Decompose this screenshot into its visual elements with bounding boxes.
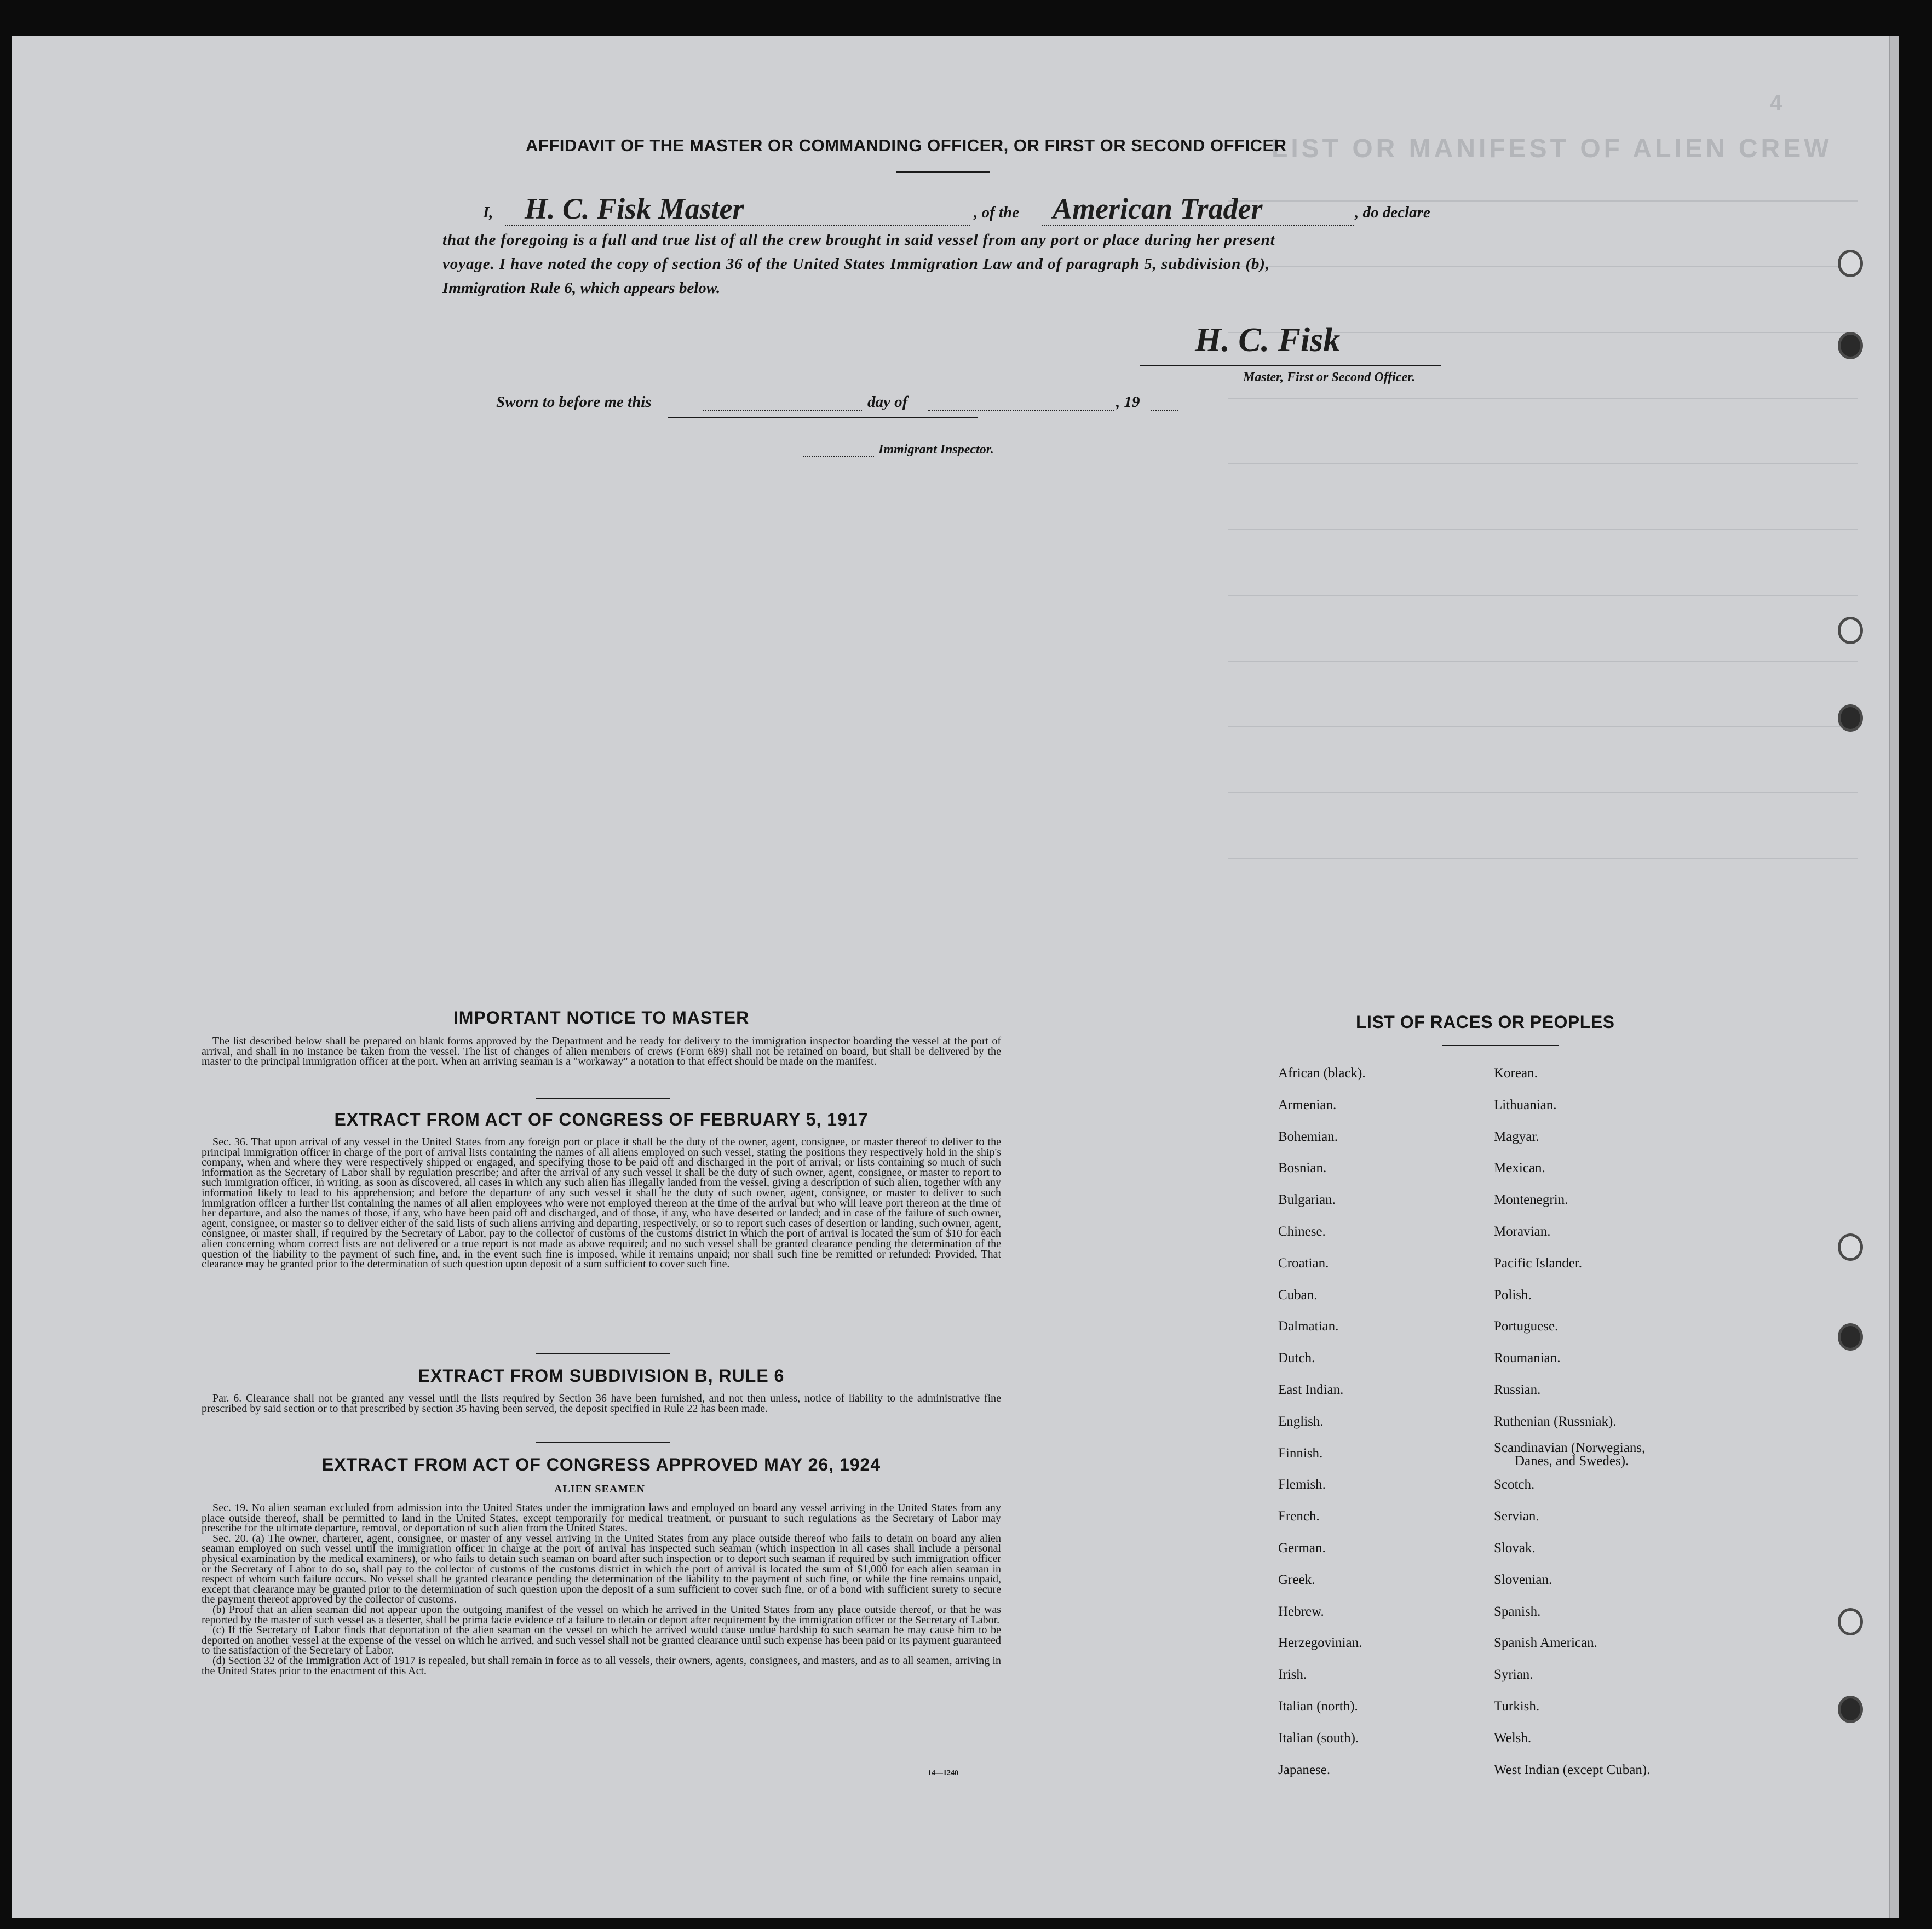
races-title-rule xyxy=(1442,1045,1559,1046)
race-item: Slovenian. xyxy=(1494,1572,1553,1587)
race-item: English. xyxy=(1278,1414,1324,1429)
race-item: Dalmatian. xyxy=(1278,1319,1339,1334)
race-item: Armenian. xyxy=(1278,1097,1337,1112)
race-item: Servian. xyxy=(1494,1509,1539,1524)
document-page xyxy=(12,36,1899,1918)
year-prefix: , 19 xyxy=(1116,393,1140,411)
master-name-handwritten: H. C. Fisk Master xyxy=(525,192,744,225)
affidavit-line-2: that the foregoing is a full and true list of all the crew brought in said vessel from any port or place during her present xyxy=(442,231,1275,249)
inspector-signature-line xyxy=(668,417,978,418)
master-signature: H. C. Fisk xyxy=(1195,322,1341,359)
of-the-label: , of the xyxy=(974,204,1019,221)
race-item: Moravian. xyxy=(1494,1224,1551,1239)
extract-1917-body xyxy=(202,1137,1001,1270)
race-item: Turkish. xyxy=(1494,1699,1540,1714)
race-item: Magyar. xyxy=(1494,1129,1539,1144)
bleedthrough-line xyxy=(1228,529,1858,530)
race-item: Irish. xyxy=(1278,1667,1307,1683)
race-item: Hebrew. xyxy=(1278,1604,1324,1619)
binder-hole xyxy=(1838,250,1863,277)
inspector-label: Immigrant Inspector. xyxy=(878,443,994,457)
race-item: Lithuanian. xyxy=(1494,1097,1557,1112)
bleedthrough-line xyxy=(1228,398,1858,399)
signature-caption: Master, First or Second Officer. xyxy=(1243,370,1416,384)
i-label: I, xyxy=(483,204,493,221)
bleedthrough-line xyxy=(1228,661,1858,662)
form-number: 14—1240 xyxy=(928,1769,958,1777)
extract-rule6-title: EXTRACT FROM SUBDIVISION B, RULE 6 xyxy=(418,1366,785,1386)
affidavit-line-4: Immigration Rule 6, which appears below. xyxy=(442,279,721,297)
extract-1924-paragraph: Sec. 20. (a) The owner, charterer, agent, consignee, or master of any vessel arriving in the United States from any place outside thereof who fails to detain on board any alien seaman employed on such vessel until the immigration officer in charge at the port of arrival has inspected such seaman (which inspection in all cases shall include a personal physical examination by the medical examiners), or who fails to detain such seaman on board after such inspection or to deport such seaman if required by such immigration officer or the Secretary of Labor to do so, shall pay to the collector of customs of the customs district in which the port of arrival is located the sum of $1,000 for each alien seaman in respect of whom such failure occurs. No vessel shall be granted clearance pending the determination of the liability to the payment of such fine, or while the fine remains unpaid, except that clearance may be granted prior to the determination of such question upon the deposit of a sum sufficient to cover such fine, or of a bond with sufficient surety to secure the payment thereof approved by the collector of customs. xyxy=(202,1532,1001,1606)
bleedthrough-line xyxy=(1228,266,1858,267)
race-item: Korean. xyxy=(1494,1066,1538,1081)
race-item: Italian (north). xyxy=(1278,1699,1358,1714)
binder-hole xyxy=(1838,1696,1863,1723)
affidavit-title-rule xyxy=(896,171,990,173)
bleedthrough-line xyxy=(1228,463,1858,464)
race-item-continuation: Danes, and Swedes). xyxy=(1515,1453,1629,1468)
extract-1924-paragraph: (d) Section 32 of the Immigration Act of 1917 is repealed, but shall remain in force as to all vessels, their owners, agents, consignees, and masters, and as to all seamen, arriving in the United States prior to the enactment of this Act. xyxy=(202,1654,1001,1677)
extract-1917-paragraph: Sec. 36. That upon arrival of any vessel in the United States from any foreign port or place it shall be the duty of the owner, agent, consignee, or master thereof to deliver to the principal immigration officer in charge of the port of arrival lists containing the names of all aliens employed on such vessel, stating the positions they respectively hold in the ship's company, when and where they were respectively shipped or engaged, and specifying those to be paid off and discharged in the port of arrival; or lists containing so much of such information as the Secretary of Labor shall by regulation prescribe; and after the arrival of any such vessel it shall be the duty of such owner, agent, consignee, or master to report to such immigration officer, in writing, as soon as discovered, all cases in which any such alien has illegally landed from the vessel, giving a description of such alien, together with any information likely to lead to his apprehension; and before the departure of any such vessel it shall be the duty of such owner, agent, consignee, or master to deliver to such immigration officer a further list containing the names of all alien employees who were not employed thereon at the time of the arrival but who will leave port thereon at the time of her departure, and also the names of those, if any, who have been paid off and discharged, and of those, if any, who have deserted or landed; and in case of the failure of such owner, agent, consignee, or master so to deliver either of the said lists of such aliens arriving and departing, respectively, or so to report such cases of desertion or landing, such owner, agent, consignee, or master shall, if required by the Secretary of Labor, pay to the collector of customs of the customs district in which the port of arrival is located the sum of $10 for each alien concerning whom correct lists are not delivered or a true report is not made as above required; and no such vessel shall be granted clearance pending the determination of the question of the liability to the payment of such fine, and, in the event such fine is imposed, while it remains unpaid; nor shall such fine be remitted or refunded: Provided, That clearance may be granted prior to the determination of such question upon deposit of a sum sufficient to cover such fine. xyxy=(202,1136,1001,1271)
race-item: Finnish. xyxy=(1278,1445,1323,1461)
race-item: Flemish. xyxy=(1278,1477,1326,1492)
extract-1924-paragraph: (b) Proof that an alien seaman did not appear upon the outgoing manifest of the vessel on which he arrived in the United States from any place outside thereof, or that he was reported by the master of such vessel as a deserter, shall be prima facie evidence of a failure to detain or deport after requirement by the immigration officer or the Secretary of Labor. xyxy=(202,1603,1001,1626)
page-edge-strip xyxy=(1889,36,1899,1918)
bleedthrough-line xyxy=(1228,200,1858,202)
binder-hole xyxy=(1838,332,1863,359)
extract-rule6-divider xyxy=(536,1442,670,1443)
sworn-day-field xyxy=(703,393,862,411)
extract-1924-paragraph: Sec. 19. No alien seaman excluded from admission into the United States under the immigration laws and employed on board any vessel arriving in the United States from any place outside thereof, shall be permitted to land in the United States, except temporarily for medical treatment, or pursuant to such regulations as the Secretary of Labor may prescribe for the ultimate departure, removal, or deportation of such alien from the United States. xyxy=(202,1502,1001,1535)
extract-1924-title: EXTRACT FROM ACT OF CONGRESS APPROVED MAY 26, 1924 xyxy=(321,1455,881,1474)
inspector-name-field xyxy=(803,441,874,457)
race-item: Russian. xyxy=(1494,1382,1541,1397)
race-item: Syrian. xyxy=(1494,1667,1533,1683)
race-item: Montenegrin. xyxy=(1494,1192,1568,1208)
race-item: Scotch. xyxy=(1494,1477,1535,1492)
race-item: Spanish. xyxy=(1494,1604,1541,1619)
race-item: Pacific Islander. xyxy=(1494,1255,1583,1271)
race-item: Bosnian. xyxy=(1278,1161,1327,1176)
races-title: LIST OF RACES OR PEOPLES xyxy=(1356,1012,1615,1032)
binder-hole xyxy=(1838,1323,1863,1351)
race-item: East Indian. xyxy=(1278,1382,1344,1397)
alien-seamen-subtitle: ALIEN SEAMEN xyxy=(554,1483,645,1495)
sworn-label: Sworn to before me this xyxy=(496,393,652,411)
sworn-year-field xyxy=(1151,393,1178,411)
race-item: African (black). xyxy=(1278,1066,1366,1081)
race-item: Mexican. xyxy=(1494,1161,1545,1176)
sworn-month-field xyxy=(928,393,1114,411)
race-item: Cuban. xyxy=(1278,1287,1318,1302)
bleedthrough-line xyxy=(1228,595,1858,596)
race-item: Ruthenian (Russniak). xyxy=(1494,1414,1617,1429)
race-item: Chinese. xyxy=(1278,1224,1326,1239)
race-item: German. xyxy=(1278,1541,1326,1555)
race-item: Bulgarian. xyxy=(1278,1192,1336,1208)
race-item: Dutch. xyxy=(1278,1351,1315,1366)
race-item: Croatian. xyxy=(1278,1255,1329,1271)
extract-1924-body xyxy=(202,1503,1001,1676)
bleedthrough-line xyxy=(1228,858,1858,859)
binder-hole xyxy=(1838,1608,1863,1635)
race-item: Herzegovinian. xyxy=(1278,1635,1362,1651)
race-item: Bohemian. xyxy=(1278,1129,1338,1144)
race-item: French. xyxy=(1278,1509,1320,1524)
affidavit-line-3: voyage. I have noted the copy of section 36 of the United States Immigration Law and of paragraph 5, subdivision (b), xyxy=(442,255,1270,273)
vessel-name-handwritten: American Trader xyxy=(1053,192,1263,225)
race-item: Roumanian. xyxy=(1494,1351,1561,1366)
binder-hole xyxy=(1838,617,1863,644)
race-item: Italian (south). xyxy=(1278,1730,1359,1746)
day-of-label: day of xyxy=(867,393,908,411)
notice-body xyxy=(202,1036,1001,1067)
extract-1924-paragraph: (c) If the Secretary of Labor finds that deportation of the alien seaman on the vessel on which he arrived would cause undue hardship to such seaman he may cause him to be deported on another vessel at the expense of the vessel on which he arrived, and such vessel shall not be granted clearance until such expense has been paid or its payment guaranteed to the satisfaction of the Secretary of Labor. xyxy=(202,1624,1001,1657)
bleedthrough-line xyxy=(1228,792,1858,793)
bleedthrough-header: LIST OR MANIFEST OF ALIEN CREW xyxy=(1272,134,1832,163)
notice-paragraph: The list described below shall be prepared on blank forms approved by the Department and be ready for delivery to the immigration inspector boarding the vessel at the port of arrival, and shall in no instance be taken from the vessel. The list of changes of alien members of crews (Form 689) shall not be retained on board, but shall be delivered by the master to the principal immigration officer at the port. When an arriving seaman is a "workaway" a notation to that effect should be made on the manifest. xyxy=(202,1035,1001,1068)
binder-hole xyxy=(1838,704,1863,732)
race-item: Polish. xyxy=(1494,1287,1532,1302)
affidavit-title: AFFIDAVIT OF THE MASTER OR COMMANDING OFFICER, OR FIRST OR SECOND OFFICER xyxy=(526,136,1287,155)
notice-divider xyxy=(536,1098,670,1099)
race-item: Spanish American. xyxy=(1494,1635,1597,1651)
race-item: Greek. xyxy=(1278,1572,1315,1587)
race-item: Slovak. xyxy=(1494,1541,1536,1555)
race-item: Welsh. xyxy=(1494,1730,1532,1746)
race-item: Japanese. xyxy=(1278,1762,1331,1777)
race-item: Portuguese. xyxy=(1494,1319,1559,1334)
extract-rule6-paragraph: Par. 6. Clearance shall not be granted any vessel until the lists required by Section 36 have been furnished, and not then unless, notice of liability to the administrative fine prescribed by said section or to that prescribed by section 35 having been served, the deposit specified in Rule 22 has been made. xyxy=(202,1392,1001,1415)
race-item: West Indian (except Cuban). xyxy=(1494,1762,1651,1777)
bleedthrough-line xyxy=(1228,726,1858,727)
extract-1917-title: EXTRACT FROM ACT OF CONGRESS OF FEBRUARY 5, 1917 xyxy=(334,1110,869,1129)
signature-line xyxy=(1140,365,1441,366)
binder-hole xyxy=(1838,1233,1863,1261)
race-item: Scandinavian (Norwegians, xyxy=(1494,1440,1646,1455)
notice-title: IMPORTANT NOTICE TO MASTER xyxy=(453,1008,750,1027)
extract-rule6-body xyxy=(202,1393,1001,1414)
extract-1917-divider xyxy=(536,1353,670,1354)
bleedthrough-page-mark: 4 xyxy=(1770,91,1783,115)
do-declare-label: , do declare xyxy=(1355,204,1430,221)
